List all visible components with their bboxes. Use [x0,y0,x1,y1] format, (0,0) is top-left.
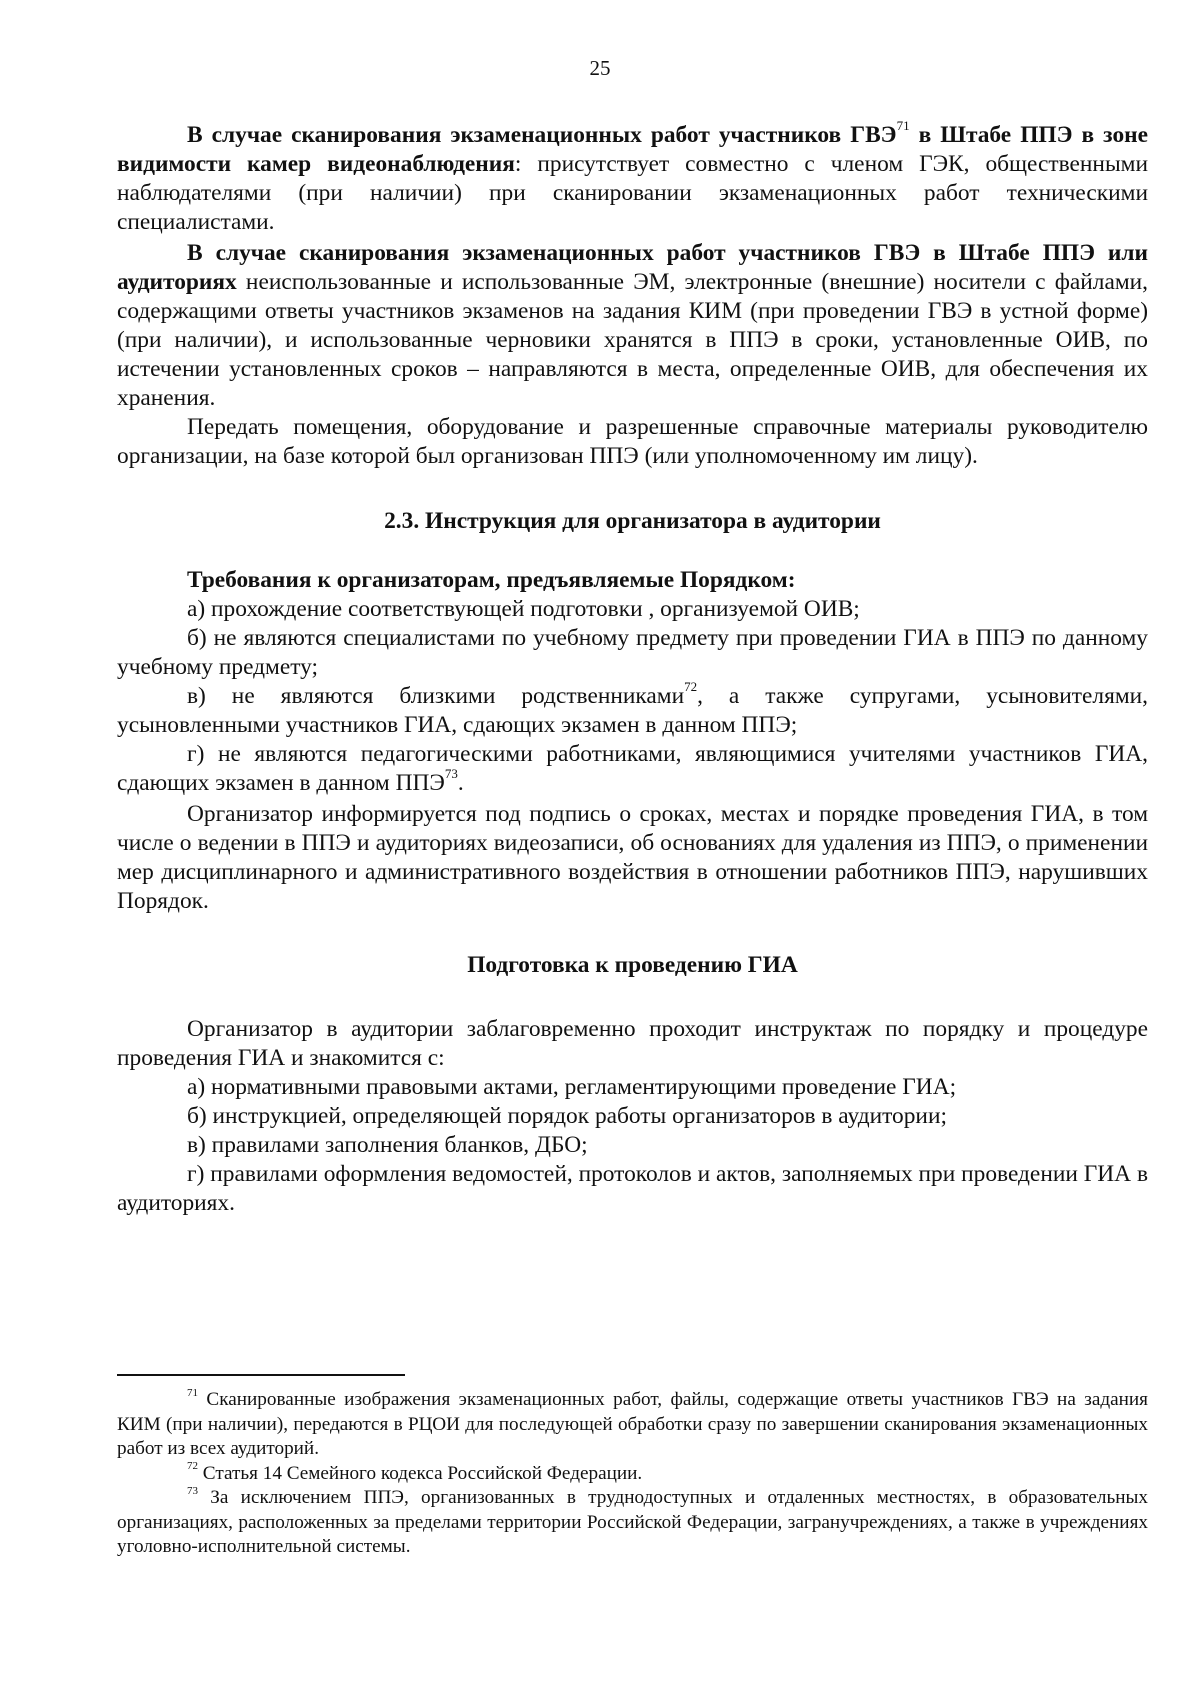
paragraph-scanning-storage [117,239,1148,413]
requirement-a: а) прохождение соответствующей подготовки , организуемой ОИВ; [187,596,860,622]
footnotes [117,1388,1148,1560]
footnote-72: $^{72}$ Статья 14 Семейного кодекса Российской Федерации. [187,1460,643,1484]
footnote-ref-71[interactable]: 71 [896,118,910,134]
paragraph-handover: Передать помещения, оборудование и разрешенные справочные материалы руководителю организации, на базе которой был организован ППЭ (или уполномоченному им лицу). [117,414,1148,469]
paragraph-inform: Организатор информируется под подпись о сроках, местах и порядке проведения ГИА, в том числе о ведении в ППЭ и аудиториях видеозаписи, об основаниях для удаления из ППЭ, о применении мер дисциплинарного и административного воздействия в отношении работников ППЭ, нарушивших Порядок. [117,801,1148,914]
requirements-heading: Требования к организаторам, предъявляемые Порядком: [187,567,796,593]
prep-item-v: в) правилами заполнения бланков, ДБО; [187,1132,588,1158]
paragraph-scanning-visibility [117,118,1148,237]
footnote-ref-73[interactable]: 73 [444,766,458,782]
document-body [117,118,1149,1218]
prep-item-a: а) нормативными правовыми актами, регламентирующими проведение ГИА; [187,1074,957,1100]
requirement-b: б) не являются специалистами по учебному предмету при проведении ГИА в ППЭ по данному учебному предмету; [117,625,1148,680]
section-title: 2.3. Инструкция для организатора в аудитории [384,508,881,534]
requirement-g: г) не являются педагогическими работниками, являющимися учителями участников ГИА, сдающих экзамен в данном ППЭ$^{73}$. [117,741,1148,796]
bold-lead: В случае сканирования экзаменационных работ участников ГВЭ в Штабе ППЭ или аудиториях [117,240,1148,295]
page-number: 25 [589,56,611,80]
bold-lead-cont: в Штабе ППЭ в зоне видимости камер видеонаблюдения [117,122,1148,177]
footnote-number: 71 [187,1386,198,1399]
prep-heading: Подготовка к проведению ГИА [467,952,798,978]
footnote-71: $^{71}$ Сканированные изображения экзаменационных работ, файлы, содержащие ответы участников ГВЭ на задания КИМ (при наличии), передаются в РЦОИ для последующей обработки сразу по завершении сканирования экзаменационных работ из всех аудиторий. [117,1386,1148,1459]
requirement-v: в) не являются близкими родственниками$^{72}$, а также супругами, усыновителями, усыновленными участников ГИА, сдающих экзамен в данном ППЭ; [117,679,1149,738]
bold-lead: В случае сканирования экзаменационных работ участников ГВЭ [187,122,897,148]
footnote-73: $^{73}$ За исключением ППЭ, организованных в труднодоступных и отдаленных местностях, в образовательных организациях, расположенных за пределами территории Российской Федерации, загранучреждениях, а также в учреждениях уголовно-исполнительной системы. [117,1484,1148,1557]
prep-item-g: г) правилами оформления ведомостей, протоколов и актов, заполняемых при проведении ГИА в аудиториях. [117,1161,1148,1216]
prep-item-b: б) инструкцией, определяющей порядок работы организаторов в аудитории; [187,1103,947,1129]
paragraph-text: : присутствует совместно с членом ГЭК, общественными наблюдателями (при наличии) при сканировании экзаменационных работ техническими специалистами. [117,151,1148,235]
footnote-number: 72 [187,1460,198,1473]
footnote-ref-72[interactable]: 72 [684,679,698,695]
prep-intro: Организатор в аудитории заблаговременно проходит инструктаж по порядку и процедуре проведения ГИА и знакомится с: [117,1016,1148,1071]
paragraph-text: неиспользованные и использованные ЭМ, электронные (внешние) носители с файлами, содержащими ответы участников экзаменов на задания КИМ (при проведении ГВЭ в устной форме) (при наличии), и использованные черновики хранятся в ППЭ в сроки, установленные ОИВ, по истечении установленных сроков – направляются в места, определенные ОИВ, для обеспечения их хранения. [117,269,1148,411]
footnote-number: 73 [187,1484,198,1497]
footnote-separator [117,1374,405,1376]
